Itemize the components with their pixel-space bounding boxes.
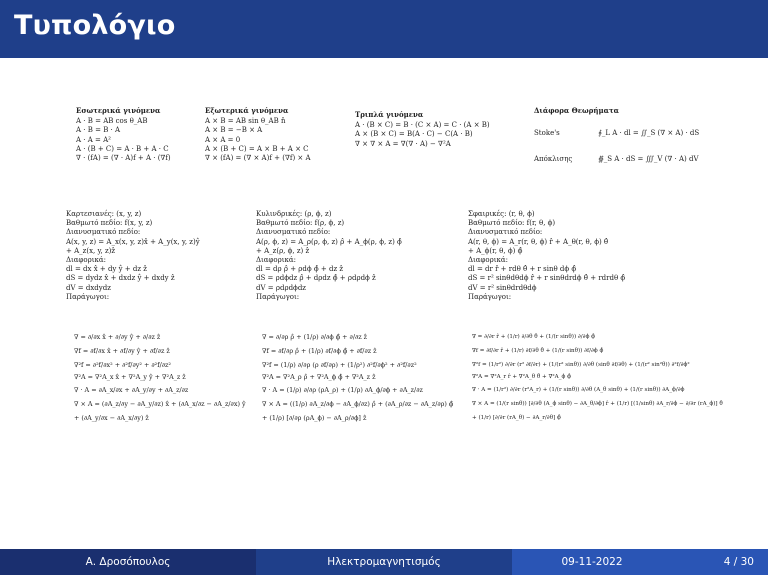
- formula: dS = dydz x̂ + dxdz ŷ + dxdy ẑ: [66, 274, 175, 283]
- inner-products-block: [76, 106, 171, 163]
- formula: ∇f = ∂f/∂ρ ρ̂ + (1/ρ) ∂f/∂ϕ ϕ̂ + ∂f/∂z ẑ: [262, 347, 377, 355]
- stokes-label: Stoke's: [534, 129, 560, 138]
- title-bar: [0, 0, 768, 58]
- vector-field-label: Διανυσματικό πεδίο:: [66, 228, 141, 237]
- formula: ∇ = ∂/∂r r̂ + (1/r) ∂/∂θ θ̂ + (1/(r sinθ)) ∂/∂ϕ ϕ̂: [472, 334, 595, 340]
- formula: A · A = A²: [76, 135, 111, 144]
- formula: A × B = −B × A: [205, 126, 263, 135]
- footer-course: Ηλεκτρομαγνητισμός: [256, 549, 512, 575]
- footer-author: Α. Δροσόπουλος: [0, 549, 256, 575]
- formula: ∇²A = ∇²A_ρ ρ̂ + ∇²A_ϕ ϕ̂ + ∇²A_z ẑ: [262, 373, 376, 381]
- formula: ∇²f = ∂²f/∂x² + ∂²f/∂y² + ∂²f/∂z²: [74, 361, 171, 369]
- footer-bar: [0, 549, 768, 575]
- formula: dV = r² sinθdrdθdϕ: [468, 283, 537, 292]
- formula: + (1/r) [∂/∂r (rA_θ) − ∂A_r/∂θ] ϕ̂: [472, 415, 561, 421]
- formula: dV = dxdydz: [66, 283, 111, 292]
- scalar-field-label: Βαθμωτό πεδίο: f(r, θ, ϕ): [468, 219, 556, 228]
- formula: dV = ρdρdϕdz: [256, 283, 306, 292]
- formula: ∇ × ∇ × A = ∇(∇ · A) − ∇²A: [355, 139, 451, 148]
- spherical-definitions: [468, 210, 625, 302]
- formula: ∇²A = ∇²A_r r̂ + ∇²A_θ θ̂ + ∇²A_ϕ ϕ̂: [472, 374, 571, 380]
- formula: ∇²f = (1/ρ) ∂/∂ρ (ρ ∂f/∂ρ) + (1/ρ²) ∂²f/∂ϕ² + ∂²f/∂z²: [262, 361, 417, 369]
- triple-products-heading: Τριπλά γινόμενα: [355, 110, 424, 119]
- formula: ∇ = ∂/∂x x̂ + ∂/∂y ŷ + ∂/∂z ẑ: [74, 333, 161, 341]
- formula: ∇ × (fA) = (∇ × A)f + (∇f) × A: [205, 153, 311, 162]
- vector-field-label: Διανυσματικό πεδίο:: [256, 228, 331, 237]
- triple-products-block: [355, 110, 490, 149]
- formula: dl = dx x̂ + dy ŷ + dz ẑ: [66, 265, 147, 274]
- differentials-label: Διαφορικά:: [256, 255, 296, 264]
- differentials-label: Διαφορικά:: [468, 255, 508, 264]
- cartesian-operators: [74, 330, 246, 425]
- formula: A(ρ, ϕ, z) = A_ρ(ρ, ϕ, z) ρ̂ + A_ϕ(ρ, ϕ, z) ϕ̂: [256, 237, 402, 246]
- outer-products-heading: Εξωτερικά γινόμενα: [205, 106, 289, 115]
- footer-right: [512, 549, 768, 575]
- coordinate-system-label: Καρτεσιανές: (x, y, z): [66, 210, 142, 218]
- coordinate-system-label: Κυλινδρικές: (ρ, ϕ, z): [256, 210, 332, 218]
- formula: ∇²A = ∇²A_x x̂ + ∇²A_y ŷ + ∇²A_z ẑ: [74, 373, 186, 381]
- coordinate-system-label: Σφαιρικές: (r, θ, ϕ): [468, 210, 535, 218]
- formula: ∇ × A = (1/(r sinθ)) [∂/∂θ (A_ϕ sinθ) − ∂A_θ/∂ϕ] r̂ + (1/r) [(1/sinθ) ∂A_r/∂ϕ − ∂/∂r (rA_ϕ)] θ̂: [472, 401, 723, 407]
- page-number: 4 / 30: [723, 556, 754, 568]
- formula: + (∂A_y/∂x − ∂A_x/∂y) ẑ: [74, 414, 149, 422]
- formula: A(x, y, z) = A_x(x, y, z)x̂ + A_y(x, y, z)ŷ: [66, 237, 200, 246]
- theorems-heading: Διάφορα Θεωρήματα: [534, 106, 620, 115]
- formula: A · (B × C) = B · (C × A) = C · (A × B): [355, 121, 490, 130]
- differentials-label: Διαφορικά:: [66, 255, 106, 264]
- scalar-field-label: Βαθμωτό πεδίο: f(x, y, z): [66, 219, 153, 228]
- formula: ∇ · (fA) = (∇ · A)f + A · (∇f): [76, 153, 171, 162]
- formula: A × (B + C) = A × B + A × C: [205, 144, 309, 153]
- spherical-operators: [472, 330, 723, 425]
- formula: A · B = AB cos θ_AB: [76, 117, 148, 126]
- formula: ∇f = ∂f/∂r r̂ + (1/r) ∂f/∂θ θ̂ + (1/(r sinθ)) ∂f/∂ϕ ϕ̂: [472, 348, 604, 354]
- scalar-field-label: Βαθμωτό πεδίο: f(ρ, ϕ, z): [256, 219, 345, 228]
- formula: A × A = 0: [205, 135, 241, 144]
- slide-title: Τυπολόγιο: [14, 10, 176, 41]
- formula: ∇ · A = (1/r²) ∂/∂r (r²A_r) + (1/(r sinθ)) ∂/∂θ (A_θ sinθ) + (1/(r sinθ)) ∂A_ϕ/∂ϕ: [472, 387, 685, 393]
- formula: A × (B × C) = B(A · C) − C(A · B): [355, 130, 473, 139]
- vector-field-label: Διανυσματικό πεδίο:: [468, 228, 543, 237]
- formula: A(r, θ, ϕ) = A_r(r, θ, ϕ) r̂ + A_θ(r, θ, ϕ) θ̂: [468, 237, 609, 246]
- derivatives-label: Παράγωγοι:: [66, 292, 110, 301]
- formula: ∇f = ∂f/∂x x̂ + ∂f/∂y ŷ + ∂f/∂z ẑ: [74, 347, 170, 355]
- cylindrical-definitions: [256, 210, 402, 302]
- formula: ∇ = ∂/∂ρ ρ̂ + (1/ρ) ∂/∂ϕ ϕ̂ + ∂/∂z ẑ: [262, 333, 368, 341]
- formula: + (1/ρ) [∂/∂ρ (ρA_ϕ) − ∂A_ρ/∂ϕ] ẑ: [262, 414, 367, 422]
- footer-date: 09-11-2022: [561, 556, 623, 568]
- outer-products-block: [205, 106, 311, 163]
- formula: ∇ × A = (∂A_z/∂y − ∂A_y/∂z) x̂ + (∂A_x/∂z − ∂A_z/∂x) ŷ: [74, 400, 246, 408]
- formula: + A_ϕ(r, θ, ϕ) ϕ̂: [468, 246, 523, 255]
- formula: + A_z(ρ, ϕ, z) ẑ: [256, 246, 310, 255]
- gauss-formula: ∯_S A · dS = ∭_V (∇ · A) dV: [598, 155, 699, 164]
- stokes-formula: ∮_L A · dl = ∬_S (∇ × A) · dS: [598, 129, 700, 138]
- formula: dl = dr r̂ + rdθ θ̂ + r sinθ dϕ ϕ̂: [468, 265, 577, 274]
- formula: ∇ · A = ∂A_x/∂x + ∂A_y/∂y + ∂A_z/∂z: [74, 386, 189, 394]
- theorems-block: [534, 106, 699, 169]
- formula: dS = r² sinθdθdϕ r̂ + r sinθdrdϕ θ̂ + rdrdθ ϕ̂: [468, 274, 626, 283]
- formula: A · B = B · A: [76, 126, 121, 135]
- derivatives-label: Παράγωγοι:: [468, 292, 512, 301]
- formula: A · (B + C) = A · B + A · C: [76, 144, 169, 153]
- formula: ∇ × A = ((1/ρ) ∂A_z/∂ϕ − ∂A_ϕ/∂z) ρ̂ + (∂A_ρ/∂z − ∂A_z/∂ρ) ϕ̂: [262, 400, 454, 408]
- formula: + A_z(x, y, z)ẑ: [66, 246, 116, 255]
- formula: A × B = AB sin θ_AB n̂: [205, 117, 286, 126]
- formula: ∇ · A = (1/ρ) ∂/∂ρ (ρA_ρ) + (1/ρ) ∂A_ϕ/∂ϕ + ∂A_z/∂z: [262, 386, 423, 394]
- inner-products-heading: Εσωτερικά γινόμενα: [76, 106, 161, 115]
- formula: dl = dρ ρ̂ + ρdϕ ϕ̂ + dz ẑ: [256, 265, 344, 274]
- gauss-label: Απόκλισης: [534, 155, 573, 164]
- formula: dS = ρdϕdz ρ̂ + dρdz ϕ̂ + ρdρdϕ ẑ: [256, 274, 376, 283]
- formula: ∇²f = (1/r²) ∂/∂r (r² ∂f/∂r) + (1/(r² sinθ)) ∂/∂θ (sinθ ∂f/∂θ) + (1/(r² sin²θ)) ∂²f/∂ϕ²: [472, 362, 690, 368]
- derivatives-label: Παράγωγοι:: [256, 292, 300, 301]
- cartesian-definitions: [66, 210, 200, 302]
- cylindrical-operators: [262, 330, 453, 425]
